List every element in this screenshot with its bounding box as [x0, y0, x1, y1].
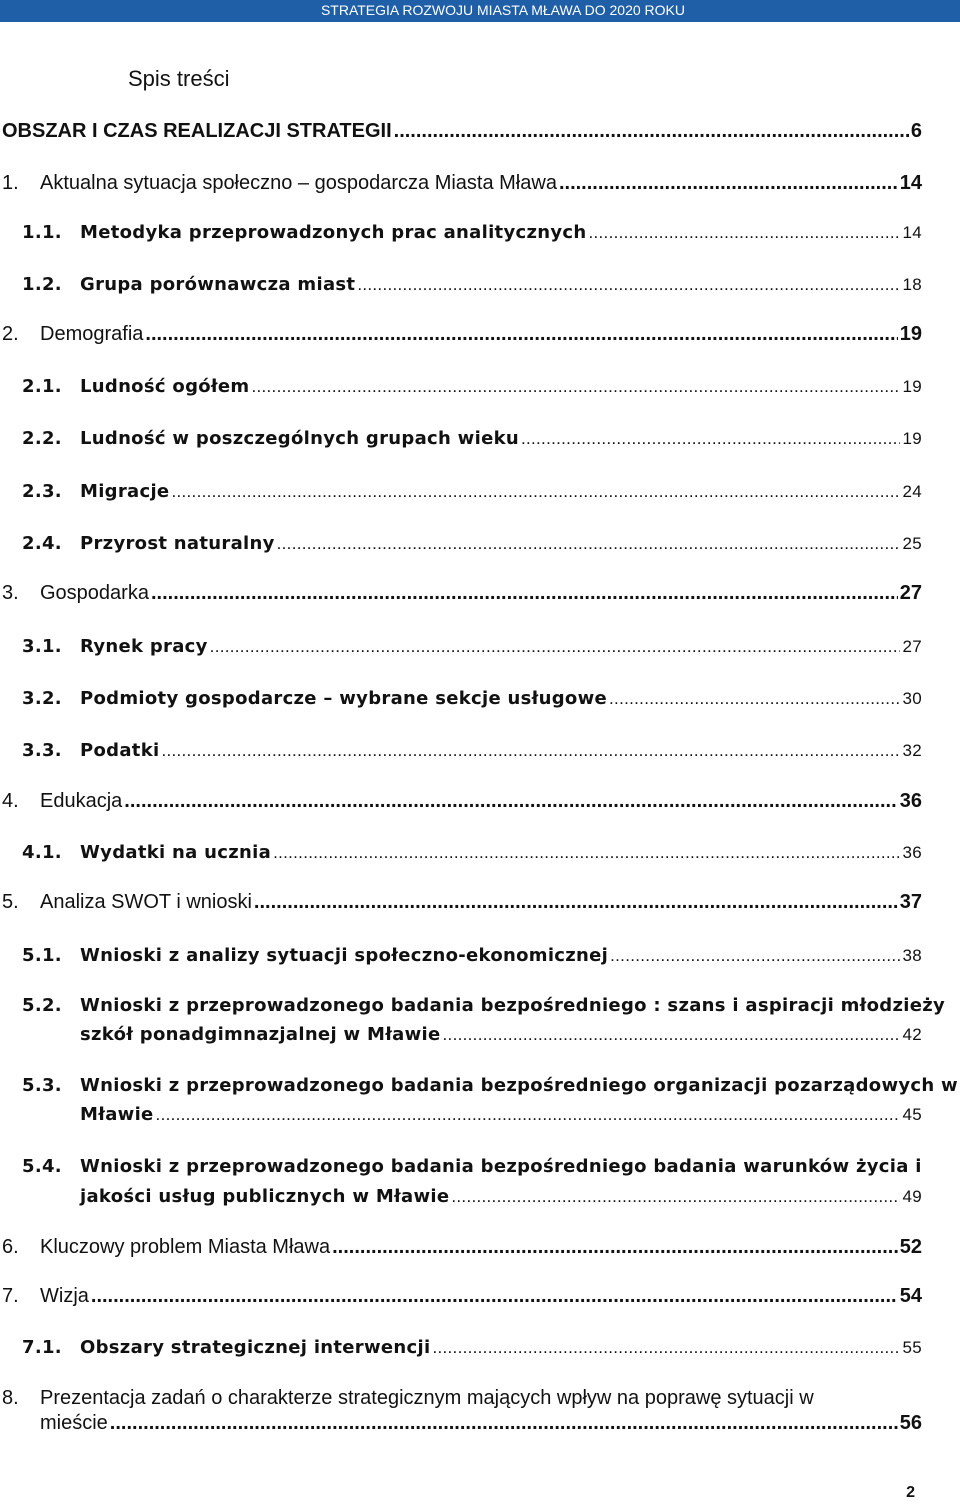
toc-leader-dots [394, 120, 909, 143]
toc-leader-dots [432, 1338, 900, 1358]
toc-entry-number: 5.1. [22, 945, 62, 966]
toc-leader-dots [151, 582, 898, 605]
toc-entry-number: 3.3. [22, 740, 62, 761]
toc-leader-dots [451, 1187, 900, 1207]
toc-entry-number: 5. [2, 891, 19, 913]
toc-entry-page: 6 [910, 120, 922, 142]
toc-entry-title: Edukacja [40, 790, 123, 812]
toc-entry-page: 42 [902, 1025, 922, 1044]
toc-entry-title: Obszary strategicznej interwencji [80, 1337, 431, 1358]
toc-entry-title-continued: Mławie [80, 1104, 154, 1125]
toc-entry-page: 36 [899, 790, 922, 812]
toc-entry-title: Aktualna sytuacja społeczno – gospodarcza Miasta Mława [40, 172, 557, 194]
toc-entry-title: Wnioski z analizy sytuacji społeczno-ekonomicznej [80, 945, 609, 966]
toc-title: Spis treści [128, 66, 230, 91]
toc-entry-title-continued: jakości usług publicznych w Mławie [80, 1186, 450, 1207]
toc-leader-dots [521, 429, 901, 449]
toc-entry-page: 27 [899, 582, 922, 604]
toc-leader-dots [91, 1285, 898, 1308]
toc-entry-number: 3.2. [22, 688, 62, 709]
toc-entry-title: Podatki [80, 740, 160, 761]
toc-entry-number: 6. [2, 1236, 19, 1258]
toc-entry-page: 25 [902, 534, 922, 553]
toc-entry-page: 56 [899, 1412, 922, 1434]
toc-entry-title: Wnioski z przeprowadzonego badania bezpośredniego organizacji pozarządowych w [80, 1075, 958, 1096]
toc-entry-page: 49 [902, 1187, 922, 1206]
running-header [0, 0, 960, 22]
toc-entry-number: 3.1. [22, 636, 62, 657]
toc-entry-number: 7.1. [22, 1337, 62, 1358]
toc-entry-title: Wnioski z przeprowadzonego badania bezpośredniego : szans i aspiracji młodzieży [80, 995, 946, 1016]
running-header-title: STRATEGIA ROZWOJU MIASTA MŁAWA DO 2020 ROKU [320, 2, 685, 18]
toc-leader-dots [610, 946, 900, 966]
toc-entry-number: 8. [2, 1387, 19, 1409]
toc-leader-dots [110, 1412, 898, 1435]
toc-entry-title: Ludność w poszczególnych grupach wieku [80, 428, 519, 449]
toc-entry-number: 1.2. [22, 274, 62, 295]
toc-entry-title: Analiza SWOT i wnioski [40, 891, 252, 913]
toc-entry-title: Migracje [80, 481, 170, 502]
toc-leader-dots [251, 377, 900, 397]
toc-entry-title: Gospodarka [40, 582, 149, 604]
toc-entry-title: Podmioty gospodarcze – wybrane sekcje usługowe [80, 688, 608, 709]
toc-leader-dots [145, 323, 897, 346]
toc-entry-title: Demografia [40, 323, 144, 345]
page-number: 2 [906, 1484, 915, 1501]
toc-entry-page: 30 [902, 689, 922, 708]
toc-entry-number: 2.4. [22, 533, 62, 554]
toc-entry-page: 14 [902, 223, 922, 242]
toc-entry-page: 19 [902, 377, 922, 396]
toc-entry-number: 5.4. [22, 1156, 62, 1177]
toc-entry-title: Rynek pracy [80, 636, 208, 657]
toc-entry-title: Kluczowy problem Miasta Mława [40, 1236, 331, 1258]
toc-entry-number: 4. [2, 790, 19, 812]
toc-entry-number: 2. [2, 323, 19, 345]
toc-leader-dots [161, 741, 900, 761]
toc-entry-number: 1.1. [22, 222, 62, 243]
toc-leader-dots [171, 482, 900, 502]
toc-entry-page: 52 [899, 1236, 922, 1258]
toc-entry-page: 14 [899, 172, 922, 194]
toc-entry-title: Metodyka przeprowadzonych prac analitycznych [80, 222, 587, 243]
toc-entry-page: 27 [902, 637, 922, 656]
toc-entry-title-continued: szkół ponadgimnazjalnej w Mławie [80, 1024, 441, 1045]
toc-entry-page: 19 [899, 323, 922, 345]
toc-leader-dots [210, 637, 901, 657]
toc-leader-dots [559, 172, 898, 195]
toc-entry-number: 5.2. [22, 995, 62, 1016]
toc-entry-page: 36 [902, 843, 922, 862]
toc-entry-title-continued: mieście [40, 1412, 108, 1434]
toc-entry-title: Przyrost naturalny [80, 533, 275, 554]
toc-leader-dots [357, 275, 900, 295]
toc-entry-title: OBSZAR I CZAS REALIZACJI STRATEGII [2, 120, 392, 142]
toc-entry-page: 19 [902, 429, 922, 448]
toc-entry-page: 38 [902, 946, 922, 965]
toc-entry-page: 24 [902, 482, 922, 501]
toc-entry-title: Ludność ogółem [80, 376, 250, 397]
toc-entry-title: Wydatki na ucznia [80, 842, 272, 863]
toc-entry-page: 55 [902, 1338, 922, 1357]
toc-entry-page: 18 [902, 275, 922, 294]
toc-leader-dots [443, 1025, 901, 1045]
toc-entry-title: Grupa porównawcza miast [80, 274, 356, 295]
toc-entry-page: 54 [899, 1285, 922, 1307]
toc-leader-dots [254, 891, 898, 914]
toc-entry-number: 1. [2, 172, 19, 194]
toc-entry-number: 3. [2, 582, 19, 604]
toc-leader-dots [277, 534, 901, 554]
toc-leader-dots [332, 1236, 898, 1259]
toc-leader-dots [273, 843, 900, 863]
toc-entry-title: Wizja [40, 1285, 89, 1307]
toc-entry-page: 37 [899, 891, 922, 913]
toc-entry-number: 7. [2, 1285, 19, 1307]
toc-leader-dots [124, 790, 897, 813]
toc-leader-dots [609, 689, 900, 709]
toc-entry-number: 2.1. [22, 376, 62, 397]
toc-entry-title: Wnioski z przeprowadzonego badania bezpośredniego badania warunków życia i [80, 1156, 922, 1177]
toc-entry-page: 45 [902, 1105, 922, 1124]
toc-leader-dots [588, 223, 900, 243]
toc-entry-number: 2.3. [22, 481, 62, 502]
toc-entry-number: 2.2. [22, 428, 62, 449]
toc-entry-number: 4.1. [22, 842, 62, 863]
toc-entry-number: 5.3. [22, 1075, 62, 1096]
toc-entry-page: 32 [902, 741, 922, 760]
toc-leader-dots [156, 1105, 901, 1125]
toc-entry-title: Prezentacja zadań o charakterze strategicznym mających wpływ na poprawę sytuacji w [40, 1387, 814, 1409]
